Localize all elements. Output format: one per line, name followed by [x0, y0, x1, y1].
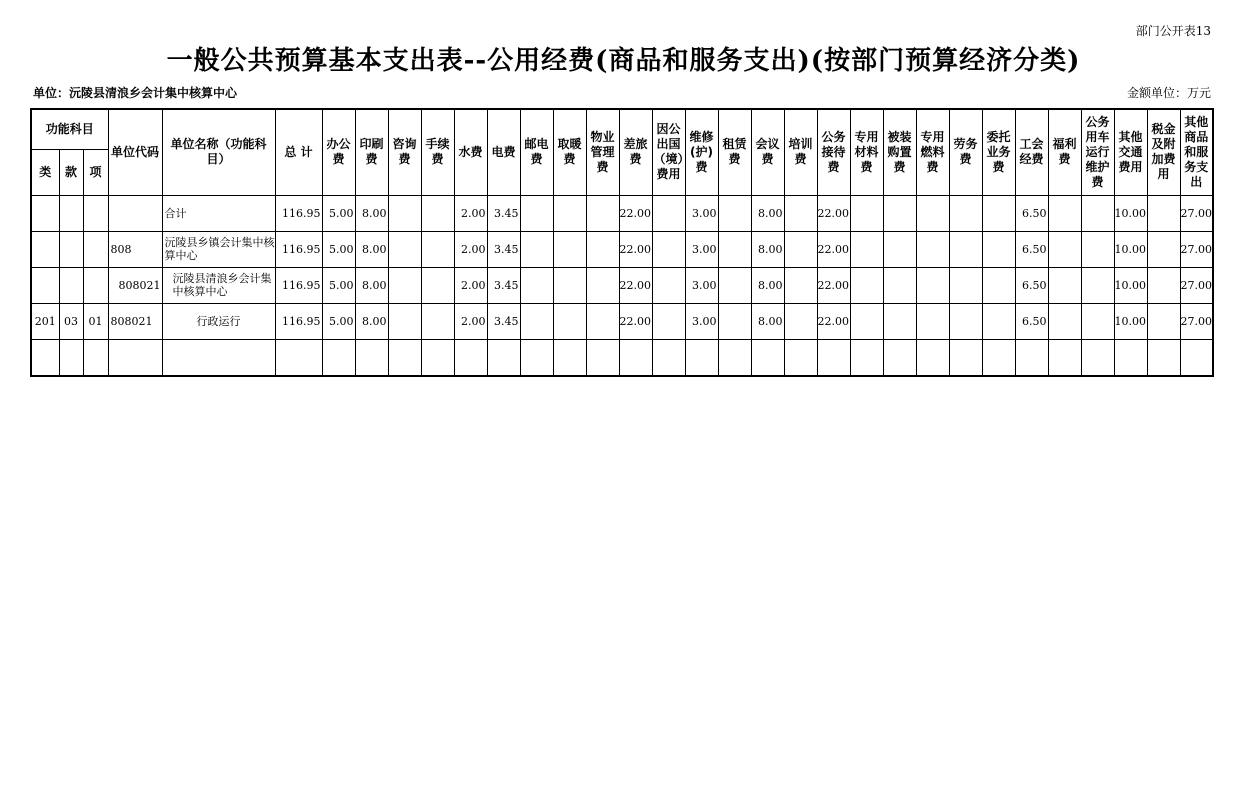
expense-value-cell: 6.50	[1015, 303, 1048, 339]
expense-col-header: 福利费	[1048, 109, 1081, 195]
expense-value-cell	[1048, 339, 1081, 376]
xiang-header: 项	[83, 149, 108, 195]
expense-value-cell	[982, 195, 1015, 231]
expense-value-cell: 22.00	[817, 195, 850, 231]
expense-value-cell	[553, 303, 586, 339]
unit-code-cell: 808021	[108, 267, 162, 303]
expense-col-header: 委托业务费	[982, 109, 1015, 195]
total-cell	[275, 339, 322, 376]
xiang-cell	[83, 195, 108, 231]
expense-value-cell	[1081, 195, 1114, 231]
table-number-label: 部门公开表13	[1135, 24, 1211, 38]
expense-col-header: 劳务费	[949, 109, 982, 195]
expense-value-cell: 6.50	[1015, 195, 1048, 231]
expense-col-header: 公务用车运行维护费	[1081, 109, 1114, 195]
expense-value-cell	[586, 231, 619, 267]
expense-value-cell	[1081, 267, 1114, 303]
expense-value-cell: 3.45	[487, 267, 520, 303]
expense-value-cell: 2.00	[454, 195, 487, 231]
expense-value-cell: 3.00	[685, 303, 718, 339]
expense-value-cell	[784, 231, 817, 267]
expense-col-header: 咨询费	[388, 109, 421, 195]
expense-value-cell	[982, 339, 1015, 376]
expense-value-cell	[388, 231, 421, 267]
lei-cell	[31, 267, 59, 303]
expense-col-header: 专用材料费	[850, 109, 883, 195]
expense-value-cell	[916, 231, 949, 267]
kuan-cell	[59, 195, 83, 231]
expense-value-cell	[1114, 339, 1147, 376]
expense-value-cell	[520, 231, 553, 267]
expense-value-cell: 10.00	[1114, 267, 1147, 303]
table-row	[31, 303, 1213, 339]
xiang-cell	[83, 267, 108, 303]
expense-value-cell	[388, 303, 421, 339]
expense-value-cell: 5.00	[322, 303, 355, 339]
expense-value-cell	[553, 231, 586, 267]
expense-value-cell	[916, 267, 949, 303]
expense-value-cell	[553, 195, 586, 231]
expense-value-cell: 5.00	[322, 231, 355, 267]
expense-value-cell	[1081, 339, 1114, 376]
expense-value-cell	[949, 339, 982, 376]
kuan-cell	[59, 231, 83, 267]
expense-value-cell	[718, 339, 751, 376]
expense-value-cell	[784, 303, 817, 339]
expense-col-header: 工会经费	[1015, 109, 1048, 195]
expense-value-cell	[982, 303, 1015, 339]
func-subject-header: 功能科目	[31, 109, 108, 149]
expense-value-cell: 5.00	[322, 195, 355, 231]
expense-value-cell: 22.00	[817, 231, 850, 267]
unit-name-cell: 行政运行	[162, 303, 275, 339]
expense-value-cell: 3.45	[487, 231, 520, 267]
expense-value-cell	[949, 231, 982, 267]
expense-value-cell	[850, 267, 883, 303]
expense-value-cell: 22.00	[619, 231, 652, 267]
expense-value-cell	[388, 195, 421, 231]
expense-col-header: 公务接待费	[817, 109, 850, 195]
kuan-cell: 03	[59, 303, 83, 339]
expense-value-cell	[916, 303, 949, 339]
expense-value-cell	[817, 339, 850, 376]
unit-name-cell: 合计	[162, 195, 275, 231]
expense-value-cell: 8.00	[355, 303, 388, 339]
expense-value-cell	[553, 339, 586, 376]
unit-code-cell	[108, 195, 162, 231]
expense-value-cell	[1015, 339, 1048, 376]
expense-value-cell: 3.45	[487, 195, 520, 231]
expense-col-header: 被装购置费	[883, 109, 916, 195]
expense-value-cell	[784, 195, 817, 231]
expense-value-cell	[487, 339, 520, 376]
total-header: 总 计	[275, 109, 322, 195]
expense-value-cell	[982, 267, 1015, 303]
expense-col-header: 办公费	[322, 109, 355, 195]
expense-value-cell: 8.00	[355, 231, 388, 267]
expense-value-cell: 22.00	[817, 303, 850, 339]
expense-col-header: 手续费	[421, 109, 454, 195]
unit-name-cell: 沅陵县清浪乡会计集中核算中心	[162, 267, 275, 303]
expense-value-cell: 10.00	[1114, 231, 1147, 267]
expense-value-cell	[520, 267, 553, 303]
expense-value-cell	[1048, 195, 1081, 231]
expense-value-cell: 8.00	[355, 267, 388, 303]
expense-value-cell	[520, 303, 553, 339]
expense-col-header: 维修(护)费	[685, 109, 718, 195]
expense-value-cell: 22.00	[619, 195, 652, 231]
expense-col-header: 专用燃料费	[916, 109, 949, 195]
expense-value-cell: 5.00	[322, 267, 355, 303]
total-cell: 116.95	[275, 231, 322, 267]
expense-value-cell: 22.00	[817, 267, 850, 303]
expense-value-cell	[784, 339, 817, 376]
expense-value-cell	[883, 339, 916, 376]
expense-value-cell: 22.00	[619, 303, 652, 339]
expense-value-cell: 8.00	[355, 195, 388, 231]
expense-col-header: 其他商品和服务支出	[1180, 109, 1213, 195]
unit-name-cell	[162, 339, 275, 376]
expense-value-cell	[388, 339, 421, 376]
expense-value-cell	[421, 303, 454, 339]
expense-value-cell	[1048, 303, 1081, 339]
expense-col-header: 邮电费	[520, 109, 553, 195]
expense-value-cell: 3.00	[685, 231, 718, 267]
expense-value-cell	[1048, 267, 1081, 303]
expense-value-cell: 2.00	[454, 303, 487, 339]
table-row	[31, 195, 1213, 231]
total-cell: 116.95	[275, 195, 322, 231]
expense-value-cell: 27.00	[1180, 267, 1213, 303]
expense-value-cell	[652, 267, 685, 303]
lei-header: 类	[31, 149, 59, 195]
expense-value-cell	[718, 267, 751, 303]
unit-label: 单位：沅陵县清浪乡会计集中核算中心	[33, 86, 238, 100]
xiang-cell	[83, 231, 108, 267]
expense-col-header: 税金及附加费用	[1147, 109, 1180, 195]
table-row	[31, 339, 1213, 376]
expense-col-header: 会议费	[751, 109, 784, 195]
expense-value-cell	[388, 267, 421, 303]
expense-value-cell: 8.00	[751, 303, 784, 339]
expense-value-cell	[850, 195, 883, 231]
expense-value-cell	[949, 267, 982, 303]
expense-col-header: 因公出国（境）费用	[652, 109, 685, 195]
table-row	[31, 231, 1213, 267]
expense-value-cell: 2.00	[454, 267, 487, 303]
table-row	[31, 267, 1213, 303]
expense-value-cell	[421, 195, 454, 231]
expense-value-cell	[982, 231, 1015, 267]
expense-value-cell	[850, 303, 883, 339]
expense-value-cell	[421, 339, 454, 376]
page-title: 一般公共预算基本支出表--公用经费(商品和服务支出)(按部门预算经济分类)	[166, 46, 1081, 76]
kuan-cell	[59, 267, 83, 303]
expense-col-header: 租赁费	[718, 109, 751, 195]
total-cell: 116.95	[275, 267, 322, 303]
expense-value-cell	[850, 231, 883, 267]
expense-value-cell	[718, 231, 751, 267]
expense-value-cell	[520, 195, 553, 231]
expenditure-table	[30, 108, 1214, 377]
unit-code-cell	[108, 339, 162, 376]
expense-value-cell	[553, 267, 586, 303]
total-cell: 116.95	[275, 303, 322, 339]
expense-value-cell: 2.00	[454, 231, 487, 267]
expense-value-cell	[916, 195, 949, 231]
expense-col-header: 其他交通费用	[1114, 109, 1147, 195]
lei-cell: 201	[31, 303, 59, 339]
expense-value-cell	[421, 267, 454, 303]
expense-value-cell	[652, 339, 685, 376]
expense-value-cell	[718, 195, 751, 231]
lei-cell	[31, 231, 59, 267]
expense-value-cell: 6.50	[1015, 231, 1048, 267]
expense-value-cell	[322, 339, 355, 376]
expense-col-header: 电费	[487, 109, 520, 195]
expense-value-cell	[652, 195, 685, 231]
expense-value-cell	[949, 195, 982, 231]
expense-value-cell: 3.00	[685, 195, 718, 231]
expense-value-cell	[586, 195, 619, 231]
expense-value-cell	[586, 267, 619, 303]
expense-value-cell: 27.00	[1180, 231, 1213, 267]
expense-value-cell	[883, 231, 916, 267]
unit-code-cell: 808021	[108, 303, 162, 339]
unit-name-cell: 沅陵县乡镇会计集中核算中心	[162, 231, 275, 267]
expense-value-cell: 6.50	[1015, 267, 1048, 303]
expense-value-cell	[1147, 267, 1180, 303]
expense-value-cell	[355, 339, 388, 376]
expense-value-cell	[586, 303, 619, 339]
expense-value-cell	[421, 231, 454, 267]
expense-value-cell	[454, 339, 487, 376]
expense-value-cell: 10.00	[1114, 303, 1147, 339]
expense-value-cell	[718, 303, 751, 339]
amount-unit-label: 金额单位：万元	[1126, 86, 1211, 100]
expense-value-cell	[1147, 339, 1180, 376]
expense-col-header: 培训费	[784, 109, 817, 195]
expense-value-cell	[883, 195, 916, 231]
expense-value-cell	[1147, 303, 1180, 339]
expense-value-cell: 8.00	[751, 231, 784, 267]
expense-value-cell: 27.00	[1180, 303, 1213, 339]
xiang-cell: 01	[83, 303, 108, 339]
kuan-cell	[59, 339, 83, 376]
expense-value-cell	[1081, 303, 1114, 339]
expense-value-cell: 8.00	[751, 267, 784, 303]
expense-col-header: 水费	[454, 109, 487, 195]
expense-value-cell	[751, 339, 784, 376]
lei-cell	[31, 339, 59, 376]
kuan-header: 款	[59, 149, 83, 195]
expense-value-cell	[850, 339, 883, 376]
unit-code-header: 单位代码	[108, 109, 162, 195]
lei-cell	[31, 195, 59, 231]
expense-value-cell	[1048, 231, 1081, 267]
expense-value-cell	[883, 303, 916, 339]
expense-value-cell: 22.00	[619, 267, 652, 303]
unit-name-header: 单位名称（功能科目）	[162, 109, 275, 195]
xiang-cell	[83, 339, 108, 376]
expense-value-cell	[586, 339, 619, 376]
expense-value-cell	[652, 231, 685, 267]
expense-value-cell	[1147, 231, 1180, 267]
expense-col-header: 物业管理费	[586, 109, 619, 195]
expense-value-cell	[883, 267, 916, 303]
expense-value-cell	[1081, 231, 1114, 267]
unit-code-cell: 808	[108, 231, 162, 267]
expense-value-cell	[916, 339, 949, 376]
expense-value-cell: 27.00	[1180, 195, 1213, 231]
expense-value-cell	[949, 303, 982, 339]
expense-value-cell	[520, 339, 553, 376]
expense-value-cell	[784, 267, 817, 303]
expense-value-cell	[619, 339, 652, 376]
expense-value-cell: 8.00	[751, 195, 784, 231]
expense-value-cell: 3.45	[487, 303, 520, 339]
expense-value-cell: 10.00	[1114, 195, 1147, 231]
expense-value-cell	[1180, 339, 1213, 376]
expense-col-header: 取暖费	[553, 109, 586, 195]
expense-value-cell	[685, 339, 718, 376]
expense-value-cell	[652, 303, 685, 339]
expense-value-cell: 3.00	[685, 267, 718, 303]
expense-col-header: 印刷费	[355, 109, 388, 195]
expense-col-header: 差旅费	[619, 109, 652, 195]
expense-value-cell	[1147, 195, 1180, 231]
